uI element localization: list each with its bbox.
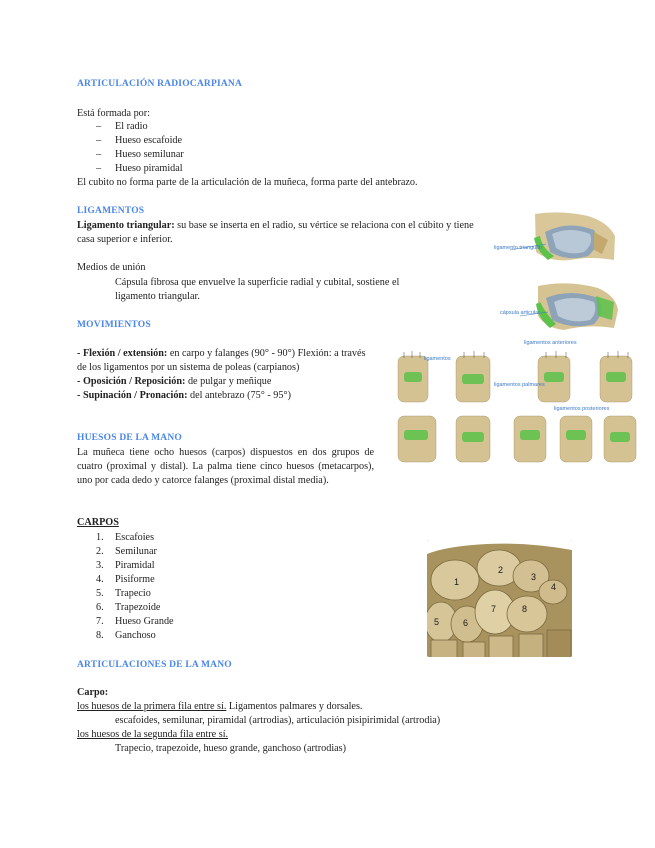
movement-oposicion [77,375,271,389]
movement-label: - Oposición / Reposición: [77,376,186,387]
first-row-label: los huesos de la primera fila entre sí. [77,701,227,712]
bullet: – [96,135,102,146]
figure-label: ligamentos palmares [494,382,545,388]
heading-carpos: CARPOS [77,517,119,528]
movement-label: - Supinación / Pronación: [77,390,188,401]
bullet: – [96,163,102,174]
bone-number: 3 [531,572,537,582]
list-item: El radio [115,121,148,132]
movement-text: del antebrazo (75° - 95°) [187,390,291,401]
movement-text: en carpo y falanges (90° - 90°) Flexión: a través de los ligamentos por un sistema de poleas (carpianos) [77,348,366,373]
figure-label: ligamentos [424,356,451,362]
list-number: 1. [96,532,104,543]
figure-label: ligamentos posteriores [554,406,610,412]
heading-ligamentos: LIGAMENTOS [77,206,145,216]
bone-number: 1 [454,577,460,587]
ligamento-triangular-text: su base se inserta en el radio, su vértice se relaciona con el cúbito y tiene casa superior e inferior. [77,220,474,245]
first-row-text: Ligamentos palmares y dorsales. [226,701,363,712]
heading-huesos-mano: HUESOS DE LA MANO [77,433,183,443]
list-number: 6. [96,602,104,613]
bone-number: 2 [498,565,504,575]
carpal-bones-illustration [427,540,572,657]
list-item: Hueso piramidal [115,163,183,174]
bone-number: 5 [434,617,440,627]
list-item: Piramidal [115,560,155,571]
second-row-label: los huesos de la segunda fila entre sí. [77,729,229,740]
wrist-capsule-illustration [498,280,622,338]
bullet: – [96,121,102,132]
medios-union: Medios de unión [77,262,146,273]
ligamento-triangular-paragraph [77,219,489,247]
bone-number: 6 [463,618,469,628]
list-item: Hueso semilunar [115,149,184,160]
list-item: Semilunar [115,546,157,557]
movement-flexion [77,347,375,375]
ligament-figure-bottom [498,280,622,338]
bone-number: 8 [522,604,528,614]
list-number: 7. [96,616,104,627]
ligament-figure-top [490,210,620,272]
heading-articulaciones-mano: ARTICULACIONES DE LA MANO [77,660,232,670]
hand-ligaments-figure [392,350,642,468]
wrist-bone-illustration [490,210,620,272]
heading-radiocarpiana: ARTICULACIÓN RADIOCARPIANA [77,79,243,89]
list-item: Hueso Grande [115,616,174,627]
list-number: 3. [96,560,104,571]
list-item: Pisiforme [115,574,155,585]
first-row-detail: escafoides, semilunar, piramidal (artrodias), articulación pisipirimidal (artrodia) [115,715,441,726]
bone-number: 4 [551,582,557,592]
figure-label: cápsula articular [500,310,541,316]
list-item: Escafoies [115,532,155,543]
movement-text: de pulgar y meñique [185,376,272,387]
intro-text: Está formada por: [77,108,150,119]
cubito-note: El cubito no forma parte de la articulación de la muñeca, forma parte del antebrazo. [77,177,418,188]
list-number: 2. [96,546,104,557]
ligamento-triangular-label: Ligamento triangular: [77,220,175,231]
list-item: Trapecio [115,588,151,599]
movement-supinacion [77,389,291,403]
heading-movimientos: MOVIMIENTOS [77,320,151,330]
first-row-line [77,700,362,714]
list-number: 4. [96,574,104,585]
list-item: Hueso escafoide [115,135,183,146]
bullet: – [96,149,102,160]
list-number: 5. [96,588,104,599]
carpal-bones-figure [427,540,572,657]
figure-caption: ligamentos anteriores [524,340,577,346]
movement-label: - Flexión / extensión: [77,348,168,359]
list-number: 8. [96,630,104,641]
list-item: Ganchoso [115,630,156,641]
bone-number: 7 [491,604,497,614]
second-row-detail: Trapecio, trapezoide, hueso grande, ganchoso (artrodias) [115,743,347,754]
carpo-label: Carpo: [77,687,109,698]
figure-label: ligamento triangular [494,245,543,251]
capsula-text: Cápsula fibrosa que envuelve la superficie radial y cubital, sostiene el ligamento triangular. [115,277,400,302]
huesos-mano-paragraph: La muñeca tiene ocho huesos (carpos) dispuestos en dos grupos de cuatro (proximal y distal). La palma tiene cinco huesos (metacarpos), uno por cada dedo y catorce falanges (proximal distal media). [77,447,374,486]
list-item: Trapezoide [115,602,161,613]
